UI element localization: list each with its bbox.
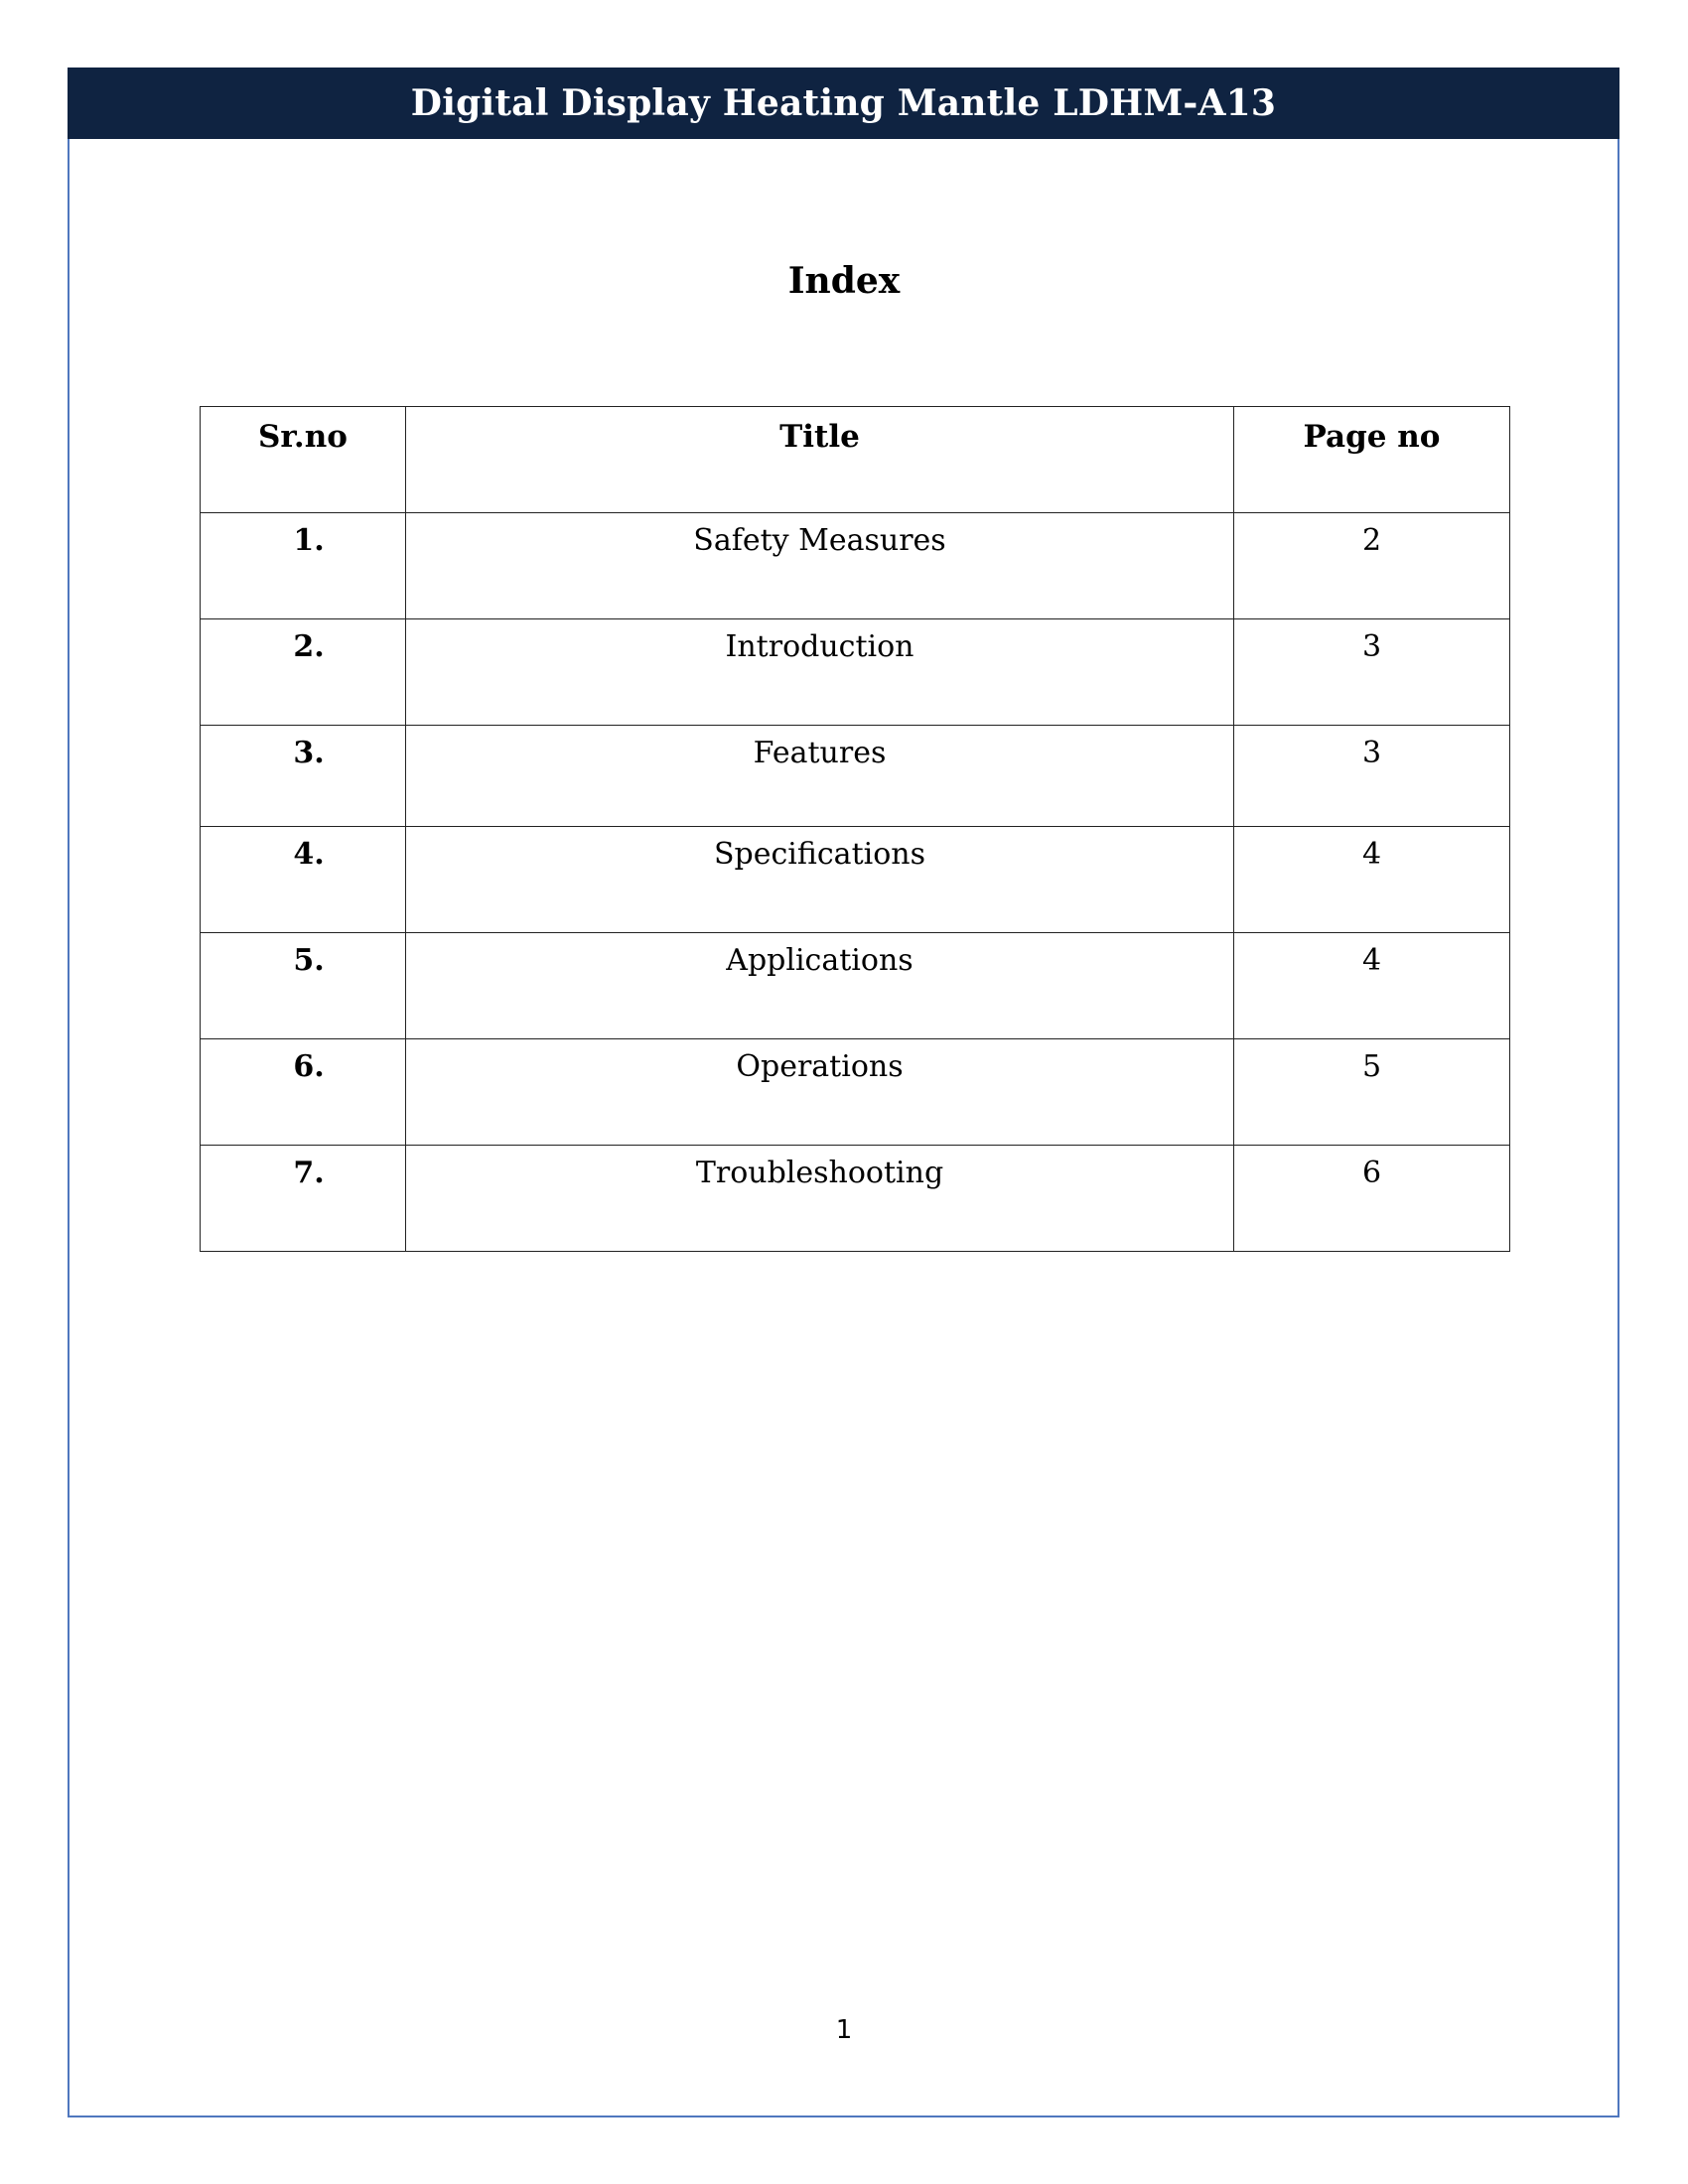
row-page-no: 3 [1234, 619, 1510, 726]
table-row [201, 619, 1510, 726]
row-sr-no: 3. [201, 726, 406, 827]
index-table [200, 406, 1510, 1252]
column-header-page-no: Page no [1234, 407, 1510, 513]
row-page-no: 2 [1234, 513, 1510, 619]
row-title: Operations [406, 1039, 1234, 1146]
row-page-no: 6 [1234, 1146, 1510, 1252]
document-title: Digital Display Heating Mantle LDHM-A13 [410, 82, 1277, 124]
row-title: Troubleshooting [406, 1146, 1234, 1252]
row-page-no: 4 [1234, 827, 1510, 933]
row-sr-no: 6. [201, 1039, 406, 1146]
row-title: Applications [406, 933, 1234, 1039]
table-row [201, 827, 1510, 933]
row-sr-no: 7. [201, 1146, 406, 1252]
row-title: Safety Measures [406, 513, 1234, 619]
column-header-title: Title [406, 407, 1234, 513]
table-row [201, 513, 1510, 619]
table-row [201, 1039, 1510, 1146]
row-page-no: 5 [1234, 1039, 1510, 1146]
document-header [68, 68, 1619, 139]
row-title: Introduction [406, 619, 1234, 726]
row-page-no: 3 [1234, 726, 1510, 827]
row-page-no: 4 [1234, 933, 1510, 1039]
row-sr-no: 4. [201, 827, 406, 933]
table-row [201, 933, 1510, 1039]
table-row [201, 726, 1510, 827]
row-sr-no: 1. [201, 513, 406, 619]
index-heading: Index [787, 260, 901, 302]
row-title: Features [406, 726, 1234, 827]
page-number: 1 [835, 2015, 853, 2045]
table-header-row [201, 407, 1510, 513]
row-sr-no: 2. [201, 619, 406, 726]
table-row [201, 1146, 1510, 1252]
row-sr-no: 5. [201, 933, 406, 1039]
column-header-sr-no: Sr.no [201, 407, 406, 513]
row-title: Specifications [406, 827, 1234, 933]
